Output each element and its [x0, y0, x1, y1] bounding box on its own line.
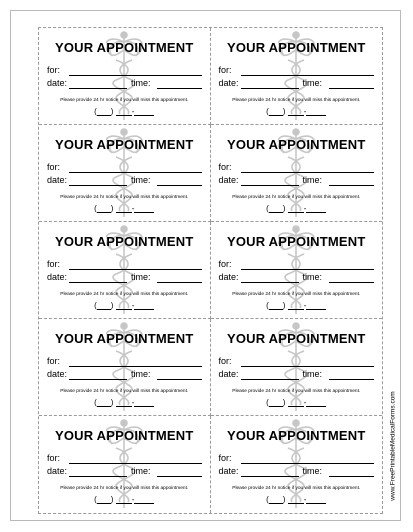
date-row	[219, 369, 375, 381]
appointment-card-sheet	[38, 27, 383, 514]
notice-text: Please provide 24 hr notice if you will miss this appointment.	[60, 389, 189, 394]
area-code-blank	[269, 398, 283, 407]
date-field-line	[241, 185, 299, 186]
phone-number-line	[39, 301, 210, 310]
phone-number-line	[39, 398, 210, 407]
phone-number-line	[211, 204, 383, 213]
date-row	[219, 272, 375, 284]
date-row	[47, 78, 202, 90]
area-code-blank	[269, 204, 283, 213]
phone-prefix-blank	[288, 301, 304, 310]
phone-open-paren: (	[266, 107, 269, 116]
site-credit-text: www.FreePrintableMedicalForms.com	[389, 390, 397, 501]
area-code-blank	[269, 301, 283, 310]
phone-dash: -	[131, 107, 135, 116]
document-page	[10, 10, 401, 521]
phone-dash: -	[303, 107, 307, 116]
appointment-card	[39, 222, 211, 319]
phone-dash: -	[303, 204, 307, 213]
phone-dash: -	[303, 301, 307, 310]
date-label: date:	[218, 175, 239, 185]
phone-open-paren: (	[94, 495, 97, 504]
for-row	[47, 259, 202, 271]
appointment-card	[211, 125, 383, 222]
phone-open-paren: (	[266, 301, 269, 310]
time-field-line	[157, 282, 202, 283]
phone-line-blank	[303, 301, 326, 310]
site-credit	[386, 383, 400, 508]
for-label: for:	[218, 162, 232, 172]
date-field-line	[69, 185, 127, 186]
time-label: time:	[302, 175, 323, 185]
card-title: YOUR APPOINTMENT	[226, 428, 366, 443]
area-code-blank	[269, 495, 283, 504]
for-row	[219, 356, 375, 368]
phone-number-line	[39, 495, 210, 504]
phone-prefix-blank	[116, 301, 132, 310]
for-field-line	[241, 75, 375, 76]
for-row	[219, 259, 375, 271]
for-field-line	[69, 463, 202, 464]
card-title: YOUR APPOINTMENT	[54, 331, 194, 346]
date-field-line	[69, 282, 127, 283]
appointment-card	[39, 319, 211, 416]
phone-number-line	[39, 107, 210, 116]
for-row	[219, 162, 375, 174]
phone-prefix-blank	[288, 204, 304, 213]
time-field-line	[329, 88, 375, 89]
phone-prefix-blank	[116, 204, 132, 213]
notice-text: Please provide 24 hr notice if you will miss this appointment.	[232, 292, 361, 297]
date-label: date:	[47, 466, 68, 476]
card-title: YOUR APPOINTMENT	[54, 40, 194, 55]
phone-close-paren: )	[110, 204, 114, 213]
phone-open-paren: (	[94, 204, 97, 213]
phone-line-blank	[303, 204, 326, 213]
notice-text: Please provide 24 hr notice if you will miss this appointment.	[60, 486, 189, 491]
for-label: for:	[218, 453, 232, 463]
phone-dash: -	[131, 204, 135, 213]
date-field-line	[241, 476, 299, 477]
for-row	[47, 162, 202, 174]
card-title: YOUR APPOINTMENT	[226, 137, 366, 152]
for-label: for:	[47, 453, 61, 463]
date-field-line	[241, 379, 299, 380]
phone-open-paren: (	[266, 204, 269, 213]
notice-text: Please provide 24 hr notice if you will miss this appointment.	[232, 486, 361, 491]
for-row	[219, 65, 375, 77]
notice-text: Please provide 24 hr notice if you will miss this appointment.	[232, 195, 361, 200]
phone-line-blank	[303, 398, 326, 407]
for-label: for:	[218, 259, 232, 269]
date-row	[47, 466, 202, 478]
phone-line-blank	[131, 495, 154, 504]
date-label: date:	[47, 369, 68, 379]
time-label: time:	[131, 78, 151, 88]
phone-number-line	[211, 107, 383, 116]
time-label: time:	[131, 369, 151, 379]
phone-line-blank	[131, 301, 154, 310]
date-label: date:	[218, 369, 239, 379]
phone-open-paren: (	[266, 398, 269, 407]
appointment-card	[211, 416, 383, 513]
phone-close-paren: )	[282, 204, 286, 213]
area-code-blank	[269, 107, 283, 116]
phone-close-paren: )	[282, 398, 286, 407]
area-code-blank	[97, 107, 111, 116]
phone-dash: -	[303, 398, 307, 407]
for-row	[47, 453, 202, 465]
for-field-line	[69, 75, 202, 76]
phone-close-paren: )	[110, 398, 114, 407]
for-field-line	[241, 269, 375, 270]
phone-line-blank	[131, 204, 154, 213]
time-label: time:	[302, 272, 323, 282]
notice-text: Please provide 24 hr notice if you will miss this appointment.	[60, 195, 189, 200]
date-row	[47, 369, 202, 381]
card-title: YOUR APPOINTMENT	[226, 40, 366, 55]
phone-close-paren: )	[110, 107, 114, 116]
date-label: date:	[218, 78, 239, 88]
time-field-line	[157, 88, 202, 89]
for-label: for:	[218, 65, 232, 75]
appointment-card	[39, 416, 211, 513]
card-title: YOUR APPOINTMENT	[226, 234, 366, 249]
card-title: YOUR APPOINTMENT	[54, 428, 194, 443]
for-field-line	[69, 172, 202, 173]
date-label: date:	[218, 272, 239, 282]
time-label: time:	[302, 466, 323, 476]
date-row	[219, 466, 375, 478]
card-title: YOUR APPOINTMENT	[226, 331, 366, 346]
date-row	[219, 78, 375, 90]
date-label: date:	[47, 78, 68, 88]
phone-prefix-blank	[288, 398, 304, 407]
phone-dash: -	[131, 301, 135, 310]
phone-dash: -	[131, 495, 135, 504]
for-label: for:	[47, 162, 61, 172]
appointment-card	[211, 28, 383, 125]
time-field-line	[157, 476, 202, 477]
phone-number-line	[211, 398, 383, 407]
phone-prefix-blank	[288, 107, 304, 116]
date-field-line	[69, 476, 127, 477]
phone-number-line	[39, 204, 210, 213]
phone-prefix-blank	[116, 398, 132, 407]
phone-number-line	[211, 301, 383, 310]
phone-open-paren: (	[94, 301, 97, 310]
date-label: date:	[47, 272, 68, 282]
phone-prefix-blank	[116, 107, 132, 116]
time-label: time:	[131, 175, 151, 185]
appointment-card	[211, 319, 383, 416]
phone-line-blank	[131, 107, 154, 116]
date-label: date:	[47, 175, 68, 185]
time-field-line	[157, 185, 202, 186]
for-label: for:	[218, 356, 232, 366]
phone-line-blank	[303, 107, 326, 116]
phone-close-paren: )	[282, 495, 286, 504]
phone-close-paren: )	[282, 301, 286, 310]
for-row	[219, 453, 375, 465]
area-code-blank	[97, 495, 111, 504]
phone-open-paren: (	[94, 107, 97, 116]
date-field-line	[241, 88, 299, 89]
phone-close-paren: )	[110, 301, 114, 310]
area-code-blank	[97, 301, 111, 310]
time-field-line	[329, 476, 375, 477]
time-field-line	[329, 185, 375, 186]
date-field-line	[241, 282, 299, 283]
phone-dash: -	[303, 495, 307, 504]
for-label: for:	[47, 259, 61, 269]
time-label: time:	[302, 369, 323, 379]
area-code-blank	[97, 204, 111, 213]
phone-close-paren: )	[110, 495, 114, 504]
notice-text: Please provide 24 hr notice if you will miss this appointment.	[60, 292, 189, 297]
time-label: time:	[302, 78, 323, 88]
card-title: YOUR APPOINTMENT	[54, 234, 194, 249]
phone-dash: -	[131, 398, 135, 407]
area-code-blank	[97, 398, 111, 407]
phone-line-blank	[303, 495, 326, 504]
appointment-card	[39, 28, 211, 125]
time-field-line	[329, 379, 375, 380]
notice-text: Please provide 24 hr notice if you will miss this appointment.	[232, 389, 361, 394]
card-title: YOUR APPOINTMENT	[54, 137, 194, 152]
for-field-line	[69, 269, 202, 270]
for-field-line	[241, 463, 375, 464]
for-field-line	[69, 366, 202, 367]
date-field-line	[69, 88, 127, 89]
appointment-card	[39, 125, 211, 222]
notice-text: Please provide 24 hr notice if you will miss this appointment.	[60, 98, 189, 103]
date-row	[47, 175, 202, 187]
time-field-line	[329, 282, 375, 283]
date-label: date:	[218, 466, 239, 476]
date-row	[47, 272, 202, 284]
phone-prefix-blank	[288, 495, 304, 504]
for-row	[47, 356, 202, 368]
for-label: for:	[47, 65, 61, 75]
phone-number-line	[211, 495, 383, 504]
time-label: time:	[131, 272, 151, 282]
for-label: for:	[47, 356, 61, 366]
phone-line-blank	[131, 398, 154, 407]
notice-text: Please provide 24 hr notice if you will miss this appointment.	[232, 98, 361, 103]
phone-open-paren: (	[266, 495, 269, 504]
date-field-line	[69, 379, 127, 380]
appointment-card	[211, 222, 383, 319]
time-field-line	[157, 379, 202, 380]
time-label: time:	[131, 466, 151, 476]
date-row	[219, 175, 375, 187]
for-field-line	[241, 172, 375, 173]
phone-close-paren: )	[282, 107, 286, 116]
for-row	[47, 65, 202, 77]
for-field-line	[241, 366, 375, 367]
phone-prefix-blank	[116, 495, 132, 504]
phone-open-paren: (	[94, 398, 97, 407]
